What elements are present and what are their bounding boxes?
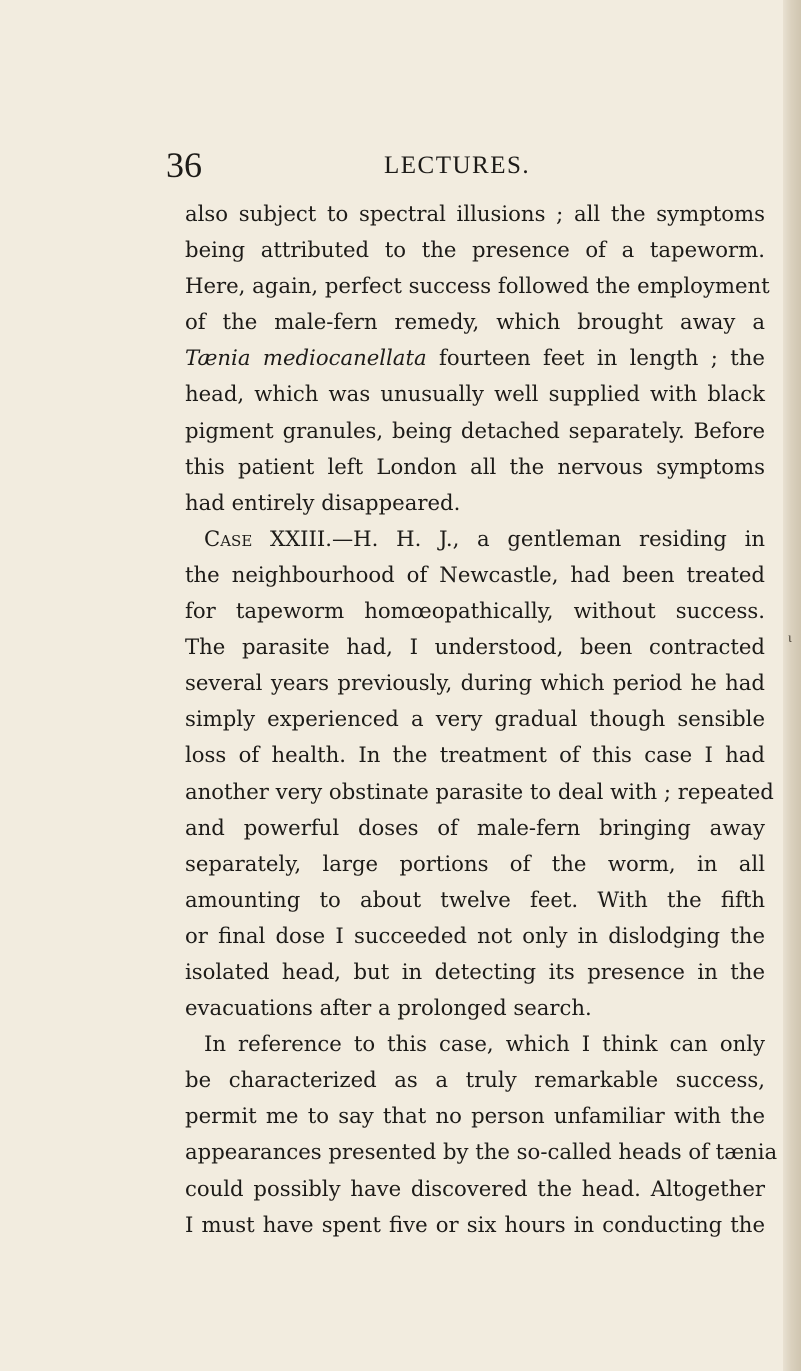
text-line: had entirely disappeared. bbox=[185, 489, 461, 515]
text-line: amounting to about twelve feet. With the fifth bbox=[185, 886, 765, 912]
text-line bbox=[185, 521, 765, 557]
italic-term: Tænia mediocanellata bbox=[185, 345, 427, 371]
running-title: LECTURES. bbox=[384, 152, 531, 179]
running-head bbox=[0, 147, 801, 187]
text-line: separately, large portions of the worm, in all bbox=[185, 850, 765, 876]
text-line: Here, again, perfect success followed the employment bbox=[185, 273, 770, 299]
page-edge-shadow bbox=[783, 0, 801, 1371]
text-line: and powerful doses of male-fern bringing away bbox=[185, 814, 765, 840]
text-line: or final dose I succeeded not only in dislodging the bbox=[185, 922, 765, 948]
page-number: 36 bbox=[166, 145, 202, 185]
text-line: pigment granules, being detached separately. Before bbox=[185, 417, 765, 443]
body-text bbox=[185, 196, 778, 1243]
text-line: The parasite had, I understood, been contracted bbox=[185, 634, 765, 660]
text-line: head, which was unusually well supplied with black bbox=[185, 381, 765, 407]
text-fragment: fourteen feet in length ; the bbox=[439, 345, 765, 371]
text-line: could possibly have discovered the head. Altogether bbox=[185, 1175, 765, 1201]
text-line: isolated head, but in detecting its presence in the bbox=[185, 958, 765, 984]
text-line: the neighbourhood of Newcastle, had been treated bbox=[185, 561, 765, 587]
text-fragment: XXIII.—H. H. J., a gentleman residing in bbox=[252, 525, 765, 551]
text-line: being attributed to the presence of a tapeworm. bbox=[185, 237, 765, 263]
text-line: evacuations after a prolonged search. bbox=[185, 995, 592, 1021]
text-line: I must have spent five or six hours in conducting the bbox=[185, 1211, 765, 1237]
text-line: loss of health. In the treatment of this case I had bbox=[185, 742, 765, 768]
case-label: Case bbox=[204, 525, 253, 551]
text-line: this patient left London all the nervous symptoms bbox=[185, 453, 765, 479]
text-line: be characterized as a truly remarkable success, bbox=[185, 1067, 765, 1093]
text-line: also subject to spectral illusions ; all the symptoms bbox=[185, 201, 765, 226]
text-line: of the male-fern remedy, which brought away a bbox=[185, 309, 765, 335]
text-line: In reference to this case, which I think can only bbox=[204, 1031, 765, 1057]
text-line: several years previously, during which period he had bbox=[185, 670, 765, 696]
text-line: another very obstinate parasite to deal with ; repeated bbox=[185, 778, 774, 804]
margin-mark: ι bbox=[788, 631, 792, 646]
text-line: simply experienced a very gradual though sensible bbox=[185, 706, 765, 732]
text-line: appearances presented by the so-called heads of tænia bbox=[185, 1139, 778, 1165]
text-line: for tapeworm homœopathically, without success. bbox=[185, 598, 765, 624]
text-line bbox=[185, 340, 765, 376]
text-line: permit me to say that no person unfamiliar with the bbox=[185, 1103, 765, 1129]
